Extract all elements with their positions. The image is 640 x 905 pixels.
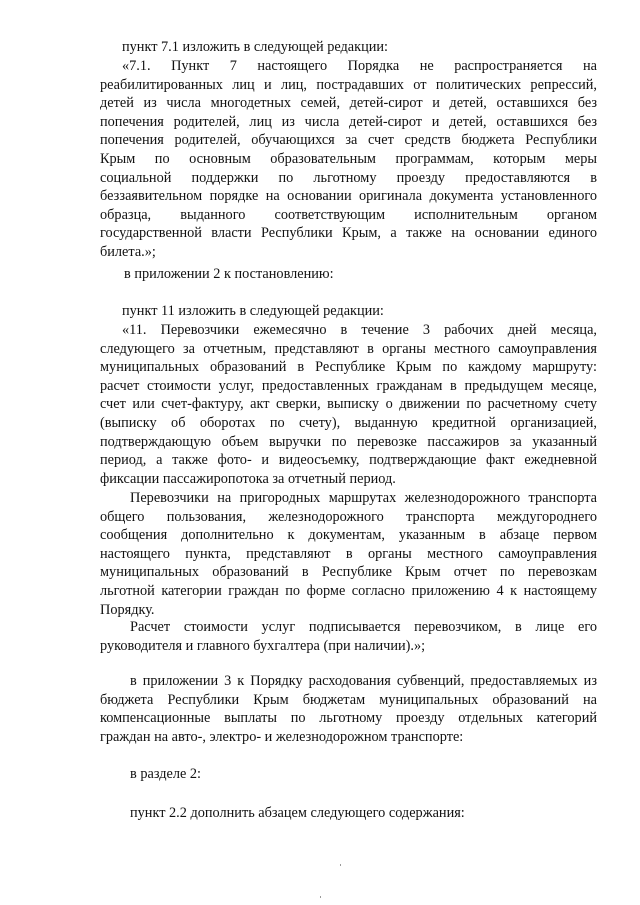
text-line: Перевозчики на пригородных маршрутах железнодорожного транспорта — [130, 490, 597, 506]
text-line: фиксации пассажиропотока за отчетный период. — [100, 470, 396, 487]
text-line: период, а также фото- и видеосъемку, подтверждающие факт ежедневной — [100, 452, 597, 469]
text-line: социальной поддержки по льготному проезду предоставляются в — [100, 169, 597, 186]
text-line: в приложении 2 к постановлению: — [124, 266, 334, 282]
text-line: компенсационные выплаты по льготному проезду отдельных категорий — [100, 710, 597, 727]
appendix-2-heading — [100, 265, 597, 284]
text-line: Крым по основным образовательным программам, которым меры — [100, 150, 597, 167]
text-line: образца, выданного соответствующим исполнительным органом — [100, 206, 597, 223]
paragraph-carriers — [100, 489, 597, 619]
text-line: в приложении 3 к Порядку расходования субвенций, предоставляемых из — [130, 673, 597, 689]
text-line: бюджета Республики Крым бюджетам муниципальных образований на — [100, 691, 597, 708]
paragraph-signed — [100, 618, 597, 655]
text-line: в разделе 2: — [130, 766, 202, 782]
text-line: муниципальных образований в Республике Крым по каждому маршруту: — [100, 359, 597, 376]
text-line: граждан на авто-, электро- и железнодорожном транспорте: — [100, 728, 464, 745]
scan-speck — [340, 864, 341, 866]
scan-speck — [320, 896, 321, 898]
text-line: счет или счет-фактуру, акт сверки, выписку о движении по расчетному счету — [100, 396, 597, 413]
text-line: общего пользования, железнодорожного транспорта междугороднего — [100, 508, 597, 525]
text-line: руководителя и главного бухгалтера (при наличии).»; — [100, 637, 426, 654]
intro-11 — [100, 302, 597, 321]
text-line: «11. Перевозчики ежемесячно в течение 3 рабочих дней месяца, — [122, 322, 597, 338]
paragraph-11 — [100, 321, 597, 488]
text-line: государственной власти Республики Крым, а также на основании единого — [100, 225, 597, 242]
intro-7-1 — [100, 38, 597, 57]
text-line: (выписку об оборотах по счету), выданную кредитной организацией, — [100, 414, 597, 431]
text-line: попечения родителей, обучающихся за счет средств бюджета Республики — [100, 132, 597, 149]
text-line: попечения родителей, лиц из числа детей-сирот и детей, оставшихся без — [100, 113, 597, 130]
text-line: сообщения дополнительно к документам, указанным в абзаце первом — [100, 527, 597, 544]
text-line: реабилитированных лиц и лиц, пострадавших от политических репрессий, — [100, 76, 597, 93]
text-line: пункт 2.2 дополнить абзацем следующего содержания: — [130, 805, 465, 821]
text-line: расчет стоимости услуг, предоставленных гражданам в предыдущем месяце, — [100, 377, 597, 394]
text-line: «7.1. Пункт 7 настоящего Порядка не распространяется на — [122, 58, 597, 74]
text-line: подтверждающую объем выручки по перевозке пассажиров за указанный — [100, 433, 597, 450]
text-line: беззаявительном порядке на основании оригинала документа установленного — [100, 188, 597, 205]
paragraph-7-1 — [100, 57, 597, 262]
text-line: билета.»; — [100, 243, 156, 260]
text-line: Расчет стоимости услуг подписывается перевозчиком, в лице его — [130, 619, 597, 635]
text-line: муниципальных образований в Республике Крым отчет по перевозкам — [100, 564, 597, 581]
paragraph-appendix-3 — [100, 672, 597, 746]
text-line: следующего за отчетным, представляют в органы местного самоуправления — [100, 340, 597, 357]
text-line: льготной категории граждан по форме согласно приложению 4 к настоящему — [100, 582, 597, 599]
text-line: детей из числа многодетных семей, детей-сирот и детей, оставшихся без — [100, 95, 597, 112]
text-line: пункт 11 изложить в следующей редакции: — [122, 303, 384, 319]
text-line: настоящего пункта, представляют в органы местного самоуправления — [100, 545, 597, 562]
intro-2-2 — [100, 804, 597, 823]
text-line: Порядку. — [100, 601, 155, 618]
section-2-heading — [100, 765, 597, 784]
text-line: пункт 7.1 изложить в следующей редакции: — [122, 39, 389, 55]
